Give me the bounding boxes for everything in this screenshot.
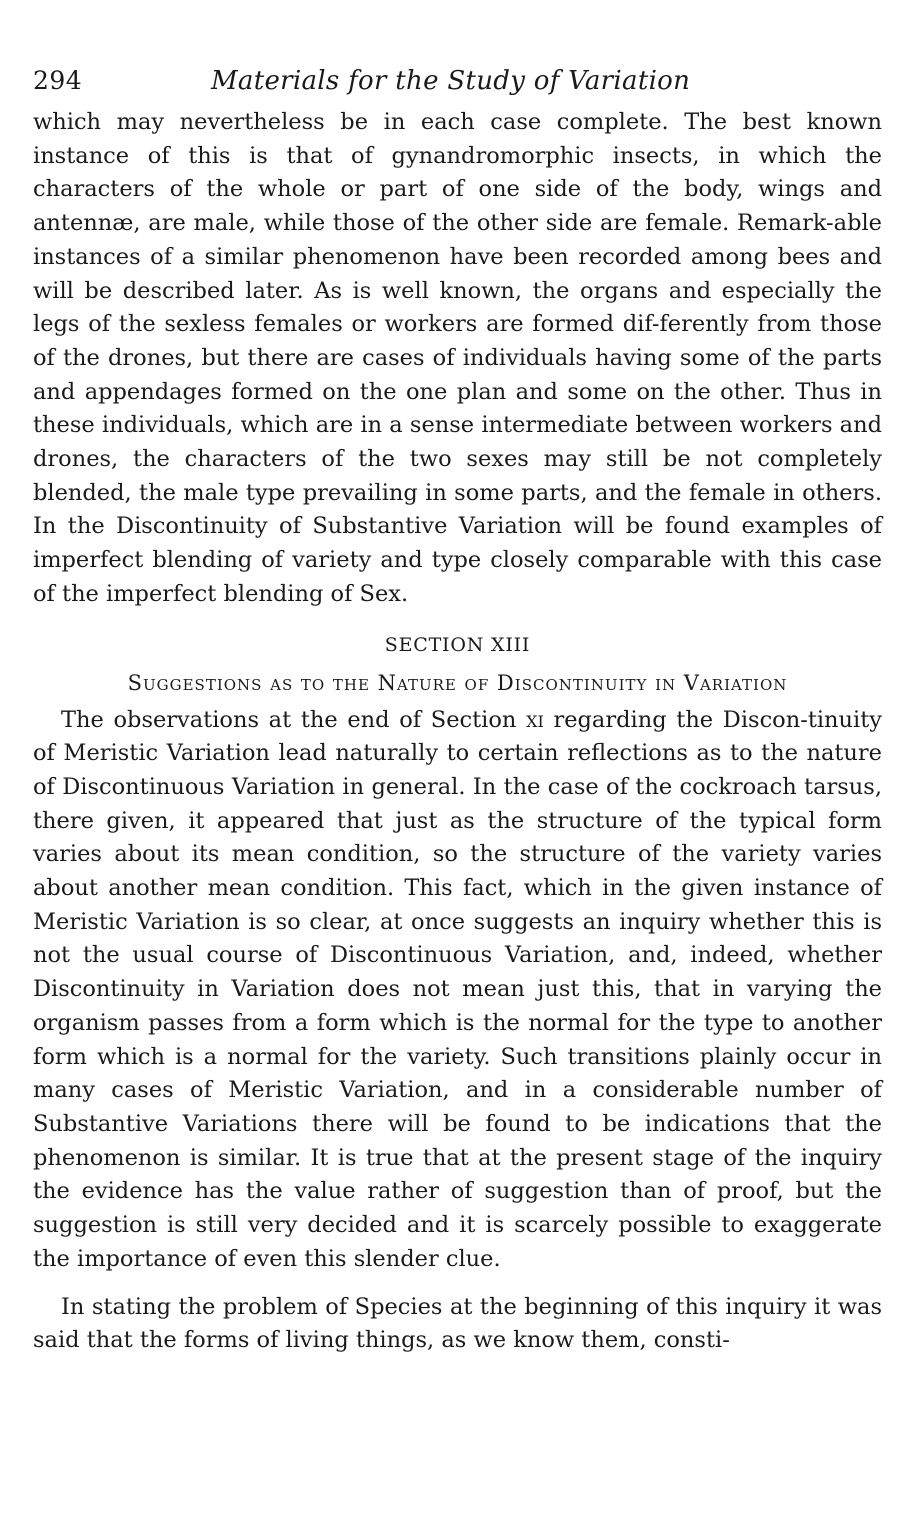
paragraph-observations [33, 704, 882, 1277]
page-number: 294 [33, 66, 83, 95]
paragraph-species-problem: In stating the problem of Species at the beginning of this inquiry it was said that the forms of living things, as we know them, consti- [33, 1293, 882, 1354]
section-number: SECTION XIII [384, 633, 531, 656]
section-title: Suggestions as to the Nature of Discontinuity in Variation [127, 670, 788, 695]
running-head [33, 56, 882, 106]
paragraph-observations-rest: regarding the Discon-tinuity of Meristic Variation lead naturally to certain reflections as to the nature of Discontinuous Variation in general. In the case of the cockroach tarsus, there given, it appeared that just as the structure of the typical form varies about its mean condition, so the structure of the variety varies about another mean condition. This fact, which in the given instance of Meristic Variation is so clear, at once suggests an inquiry whether this is not the usual course of Discontinuous Variation, and, indeed, whether Discontinuity in Variation does not mean just this, that in varying the organism passes from a form which is the normal for the type to another form which is a normal for the variety. Such transitions plainly occur in many cases of Meristic Variation, and in a considerable number of Substantive Variations there will be found to be indications that the phenomenon is similar. It is true that at the present stage of the inquiry the evidence has the value rather of suggestion than of proof, but the suggestion is still very decided and it is scarcely possible to exaggerate the importance of even this slender clue. [33, 706, 882, 1272]
running-title: Materials for the Study of Variation [211, 66, 691, 96]
paragraph-continuation: which may nevertheless be in each case complete. The best known instance of this is that of gynandromorphic insects, in which the characters of the whole or part of one side of the body, wings and antennæ, are male, while those of the other side are female. Remark-able instances of a similar phenomenon have been recorded among bees and will be described later. As is well known, the organs and especially the legs of the sexless females or workers are formed dif-ferently from those of the drones, but there are cases of individuals having some of the parts and appendages formed on the one plan and some on the other. Thus in these individuals, which are in a sense intermediate between workers and drones, the characters of the two sexes may still be not completely blended, the male type prevailing in some parts, and the female in others. In the Discontinuity of Substantive Variation will be found examples of imperfect blending of variety and type closely comparable with this case of the imperfect blending of Sex. [33, 109, 882, 607]
section-reference: xi [526, 706, 544, 733]
paragraph-observations-start: The observations at the end of Section [61, 706, 527, 733]
